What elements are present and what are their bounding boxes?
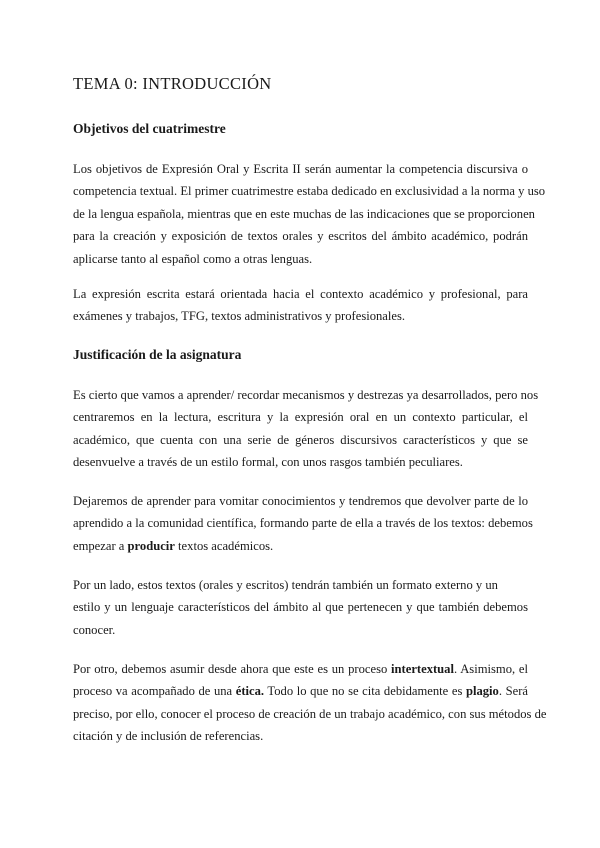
page-title: TEMA 0: INTRODUCCIÓN xyxy=(73,74,272,93)
text-line: Los objetivos de Expresión Oral y Escrita II serán aumentar la competencia discursiva o xyxy=(73,162,528,176)
paragraph-objetivos-1 xyxy=(73,158,546,270)
bold-term-etica: ética. xyxy=(235,684,265,699)
text-line xyxy=(73,535,528,557)
text-line: estilo y un lenguaje característicos del ámbito al que pertenecen y que también debemos xyxy=(73,600,528,615)
text-line xyxy=(73,680,528,702)
text-line: Dejaremos de aprender para vomitar conocimientos y tendremos que devolver parte de lo xyxy=(73,494,528,508)
text-line: desenvuelve a través de un estilo formal, con unos rasgos también peculiares. xyxy=(73,455,463,470)
text-line: competencia textual. El primer cuatrimestre estaba dedicado en exclusividad a la norma y uso xyxy=(73,184,546,199)
text-run: Por otro, debemos asumir desde ahora que este es un proceso xyxy=(73,662,392,676)
text-run: textos académicos. xyxy=(174,538,274,553)
text-line: La expresión escrita estará orientada hacia el contexto académico y profesional, para xyxy=(73,287,528,301)
text-line xyxy=(73,658,528,680)
text-run: Todo lo que no se cita debidamente es xyxy=(264,684,466,699)
bold-term-plagio: plagio xyxy=(465,684,499,699)
text-line: citación y de inclusión de referencias. xyxy=(73,729,264,744)
text-line: conocer. xyxy=(73,622,116,637)
text-line: centraremos en la lectura, escritura y la expresión oral en un contexto particular, el xyxy=(73,410,528,425)
text-line: aprendido a la comunidad científica, formando parte de ella a través de los textos: debemos xyxy=(73,516,533,531)
text-run: proceso va acompañado de una xyxy=(73,684,236,699)
bold-term-producir: producir xyxy=(127,538,175,553)
paragraph-justificacion-1 xyxy=(73,384,539,474)
text-line: para la creación y exposición de textos orales y escritos del ámbito académico, podrán xyxy=(73,229,528,244)
section-heading-justificacion: Justificación de la asignatura xyxy=(73,347,242,362)
text-line: Es cierto que vamos a aprender/ recordar mecanismos y destrezas ya desarrollados, pero nos xyxy=(73,388,539,402)
text-line: preciso, por ello, conocer el proceso de creación de un trabajo académico, con sus métodos de xyxy=(73,706,547,721)
paragraph-objetivos-2 xyxy=(73,283,528,328)
text-line: exámenes y trabajos, TFG, textos administrativos y profesionales. xyxy=(73,309,406,324)
text-run: empezar a xyxy=(73,538,128,553)
section-heading-objetivos: Objetivos del cuatrimestre xyxy=(73,121,226,136)
text-line: aplicarse tanto al español como a otras lenguas. xyxy=(73,251,313,266)
paragraph-justificacion-2 xyxy=(73,490,533,557)
text-run: . Asimismo, el xyxy=(453,662,528,676)
text-line: académico, que cuenta con una serie de géneros discursivos característicos y que se xyxy=(73,432,528,447)
paragraph-justificacion-4 xyxy=(73,658,547,748)
bold-term-intertextual: intertextual xyxy=(391,662,454,676)
text-line: Por un lado, estos textos (orales y escritos) tendrán también un formato externo y un xyxy=(73,578,498,592)
paragraph-justificacion-3 xyxy=(73,574,528,641)
text-line: de la lengua española, mientras que en este muchas de las indicaciones que se proporcionen xyxy=(73,206,535,221)
text-run: . Será xyxy=(498,684,528,699)
